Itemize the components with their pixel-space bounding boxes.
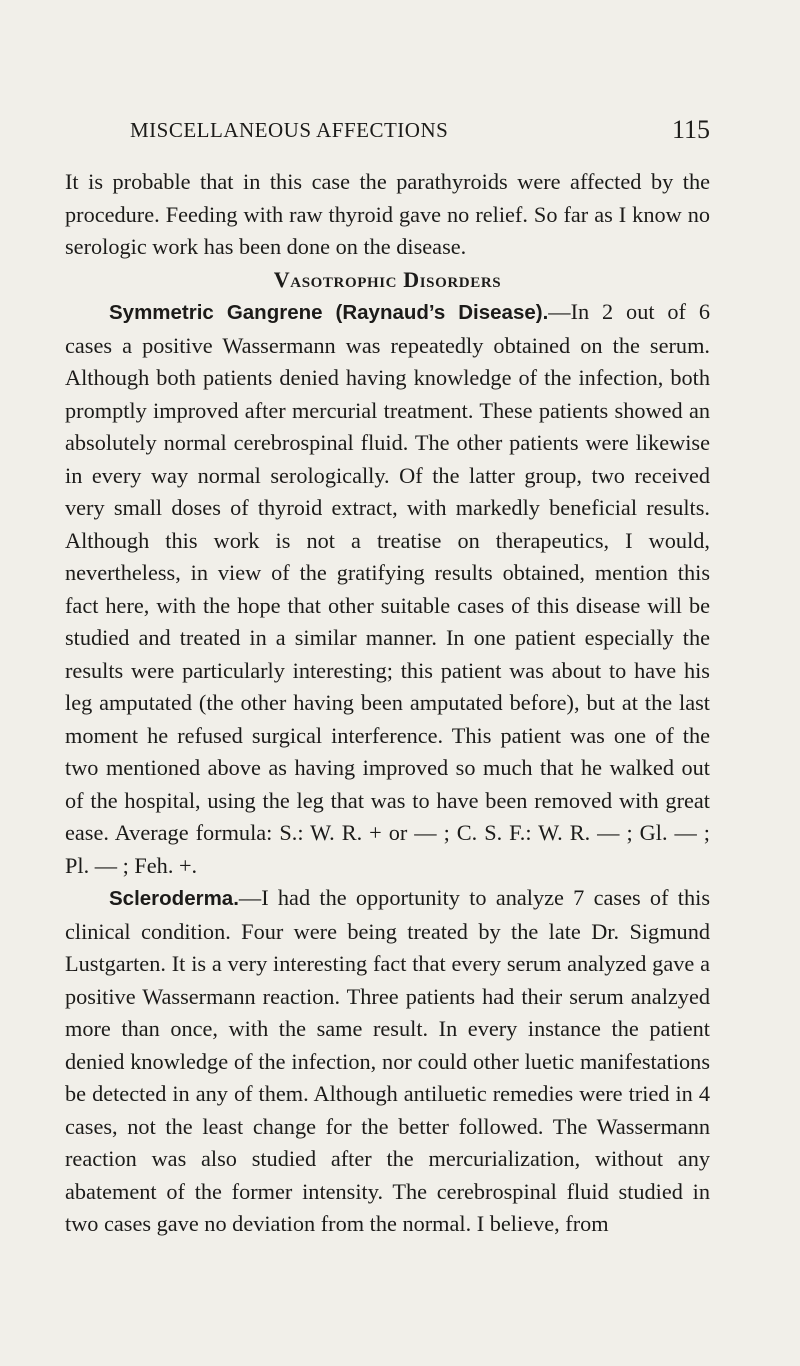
average-formula: Average formula: S.: W. R. + or — ; C. S. F.: W. R. — ; Gl. — ; Pl. — ; Feh. +. [65,820,710,878]
paragraph-scleroderma [65,882,710,1241]
paragraph-raynauds-disease [65,296,710,882]
running-head-title: MISCELLANEOUS AFFECTIONS [130,118,449,142]
page-number: 115 [671,115,710,144]
paragraph-parathyroids: It is probable that in this case the parathyroids were affected by the procedure. Feeding with raw thyroid gave no relief. So far as I know no serologic work has been done on the disease. [65,169,710,259]
paragraph-raynauds-text: —In 2 out of 6 cases a positive Wassermann was repeatedly obtained on the serum. Although both patients denied having knowledge of the infection, both promptly improved after mercurial treatment. These patients showed an absolutely normal cerebrospinal fluid. The other patients were likewise in every way normal serologically. Of the latter group, two received very small doses of thyroid extract, with markedly beneficial results. Although this work is not a treatise on therapeutics, I would, nevertheless, in view of the gratifying results obtained, mention this fact here, with the hope that other suitable cases of this disease will be studied and treated in a similar manner. In one patient especially the results were particularly interesting; this patient was about to have his leg amputated (the other having been amputated before), but at the last moment he refused surgical interference. This patient was one of the two mentioned above as having improved so much that he walked out of the hospital, using the leg that was to have been removed with great ease. [65,299,710,845]
run-in-heading-raynauds: Symmetric Gangrene (Raynaud’s Disease). [109,301,549,324]
body-text [65,166,710,1241]
running-head [130,115,710,144]
run-in-heading-scleroderma: Scleroderma. [109,887,239,910]
section-heading-vasotrophic-disorders: Vasotrophic Disorders [273,266,502,292]
paragraph-scleroderma-text: —I had the opportunity to analyze 7 cases of this clinical condition. Four were being treated by the late Dr. Sigmund Lustgarten. It is a very interesting fact that every serum analyzed gave a positive Wassermann reaction. Three patients had their serum analzyed more than once, with the same result. In every instance the patient denied knowledge of the infection, nor could other luetic manifestations be detected in any of them. Although antiluetic remedies were tried in 4 cases, not the least change for the better followed. The Wassermann reaction was also studied after the mercurialization, without any abatement of the former intensity. The cerebrospinal fluid studied in two cases gave no deviation from the normal. I believe, from [65,885,710,1236]
